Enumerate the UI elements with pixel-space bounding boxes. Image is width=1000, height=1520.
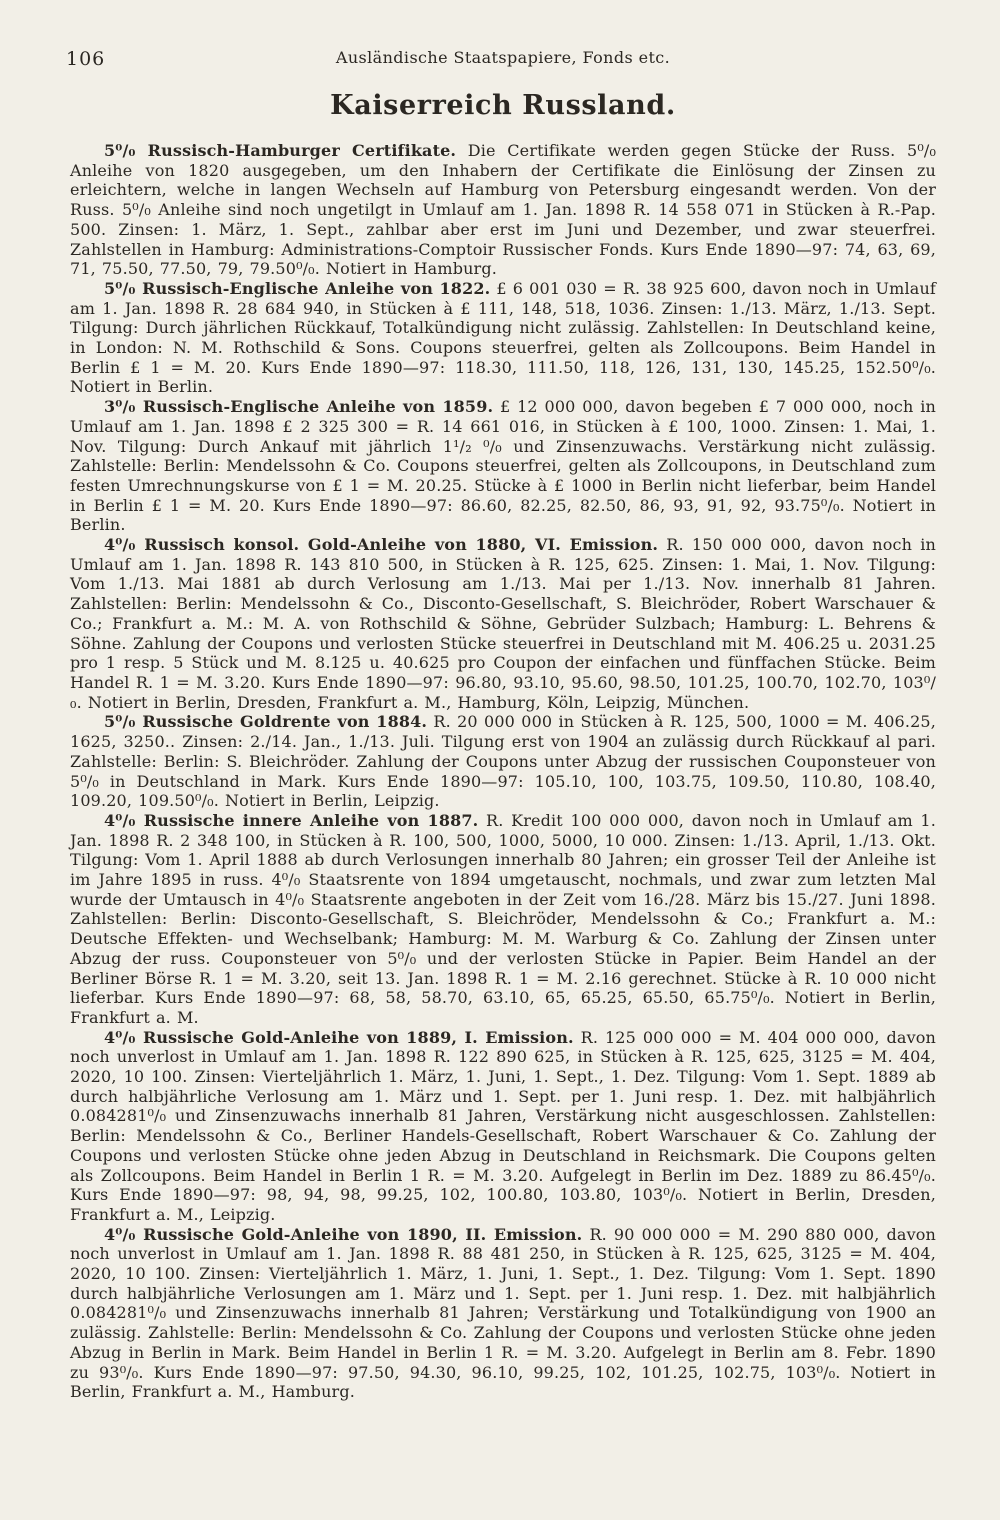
bond-details: Die Certifikate werden gegen Stücke der Russ. 5⁰/₀ Anleihe von 1820 ausgegeben, um den Inhabern der Certifikate die Einlösung der Zinsen zu erleichtern, welche in langen Wechseln auf Hamburg von Petersburg eingesandt werden. Von der Russ. 5⁰/₀ Anleihe sind noch ungetilgt in Umlauf am 1. Jan. 1898 R. 14 558 071 in Stücken à R.-Pap. 500. Zinsen: 1. März, 1. Sept., zahlbar aber erst im Juni und Dezember, und zwar steuerfrei. Zahlstellen in Hamburg: Administrations-Comptoir Russischer Fonds. Kurs Ende 1890—97: 74, 63, 69, 71, 75.50, 77.50, 79, 79.50⁰/₀. Notiert in Hamburg. [70,141,937,279]
bond-details: R. Kredit 100 000 000, davon noch in Umlauf am 1. Jan. 1898 R. 2 348 100, in Stücken à R. 100, 500, 1000, 5000, 10 000. Zinsen: 1./13. April, 1./13. Okt. Tilgung: Vom 1. April 1888 ab durch Verlosungen innerhalb 80 Jahren; ein grosser Teil der Anleihe ist im Jahre 1895 in russ. 4⁰/₀ Staatsrente von 1894 umgetauscht, nochmals, und zwar zum letzten Mal wurde der Umtausch in 4⁰/₀ Staatsrente angeboten in der Zeit vom 16./28. März bis 15./27. Juni 1898. Zahlstellen: Berlin: Disconto-Gesellschaft, S. Bleichröder, Mendelssohn & Co.; Frankfurt a. M.: Deutsche Effekten- und Wechselbank; Hamburg: M. M. Warburg & Co. Zahlung der Zinsen unter Abzug der russ. Couponsteuer von 5⁰/₀ und der verlosten Stücke in Papier. Beim Handel an der Berliner Börse R. 1 = M. 3.20, seit 13. Jan. 1898 R. 1 = M. 2.16 gerechnet. Stücke à R. 10 000 nicht lieferbar. Kurs Ende 1890—97: 68, 58, 58.70, 63.10, 65, 65.25, 65.50, 65.75⁰/₀. Notiert in Berlin, Frankfurt a. M. [70,810,936,1027]
bond-name: 3⁰/₀ Russisch-Englische Anleihe von 1859. [104,397,494,417]
bond-entry [70,535,936,712]
bond-name: 4⁰/₀ Russische Gold-Anleihe von 1889, I. Emission. [104,1027,574,1047]
bond-details: R. 20 000 000 in Stücken à R. 125, 500, 1000 = M. 406.25, 1625, 3250.. Zinsen: 2./14. Jan., 1./13. Juli. Tilgung erst von 1904 an zulässig durch Rückkauf al pari. Zahlstelle: Berlin: S. Bleichröder. Zahlung der Coupons unter Abzug der russischen Couponsteuer von 5⁰/₀ in Deutschland in Mark. Kurs Ende 1890—97: 105.10, 100, 103.75, 109.50, 110.80, 108.40, 109.20, 109.50⁰/₀. Notiert in Berlin, Leipzig. [70,712,937,811]
bond-name: 4⁰/₀ Russische innere Anleihe von 1887. [104,810,479,830]
bond-entry [70,811,936,1028]
running-header: Ausländische Staatspapiere, Fonds etc. [335,48,671,67]
bond-details: R. 125 000 000 = M. 404 000 000, davon noch unverlost in Umlauf am 1. Jan. 1898 R. 122 890 625, in Stücken à R. 125, 625, 3125 = M. 404, 2020, 10 100. Zinsen: Vierteljährlich 1. März, 1. Juni, 1. Sept., 1. Dez. Tilgung: Vom 1. Sept. 1889 ab durch halbjährliche Verlosung am 1. März und 1. Sept. per 1. Juni resp. 1. Dez. mit halbjährlich 0.084281⁰/₀ und Zinsenzuwachs innerhalb 81 Jahren, Verstärkung nicht ausgeschlossen. Zahlstellen: Berlin: Mendelssohn & Co., Berliner Handels-Gesellschaft, Robert Warschauer & Co. Zahlung der Coupons und verlosten Stücke ohne jeden Abzug in Deutschland in Reichsmark. Die Coupons gelten als Zollcoupons. Beim Handel in Berlin 1 R. = M. 3.20. Aufgelegt in Berlin im Dez. 1889 zu 86.45⁰/₀. Kurs Ende 1890—97: 98, 94, 98, 99.25, 102, 100.80, 103.80, 103⁰/₀. Notiert in Berlin, Dresden, Frankfurt a. M., Leipzig. [70,1027,937,1224]
bond-name: 4⁰/₀ Russisch konsol. Gold-Anleihe von 1880, VI. Emission. [104,535,659,555]
bond-details: £ 12 000 000, davon begeben £ 7 000 000, noch in Umlauf am 1. Jan. 1898 £ 2 325 300 = R. 14 661 016, in Stücken à £ 100, 1000. Zinsen: 1. Mai, 1. Nov. Tilgung: Durch Ankauf mit jährlich 1¹/₂ ⁰/₀ und Zinsenzuwachs. Verstärkung nicht zulässig. Zahlstelle: Berlin: Mendelssohn & Co. Coupons steuerfrei, gelten als Zollcoupons, in Deutschland zum festen Umrechnungskurse von £ 1 = M. 20.25. Stücke à £ 1000 in Berlin nicht lieferbar, beim Handel in Berlin £ 1 = M. 20. Kurs Ende 1890—97: 86.60, 82.25, 82.50, 86, 93, 91, 92, 93.75⁰/₀. Notiert in Berlin. [70,397,936,535]
bond-entry [70,1225,936,1402]
page-header [66,48,936,72]
page-body [70,141,936,1402]
bond-name: 5⁰/₀ Russisch-Hamburger Certifikate. [104,141,457,160]
bond-details: R. 150 000 000, davon noch in Umlauf am 1. Jan. 1898 R. 143 810 500, in Stücken à R. 125, 625. Zinsen: 1. Mai, 1. Nov. Tilgung: Vom 1./13. Mai 1881 ab durch Verlosung am 1./13. Mai per 1./13. Nov. innerhalb 81 Jahren. Zahlstellen: Berlin: Mendelssohn & Co., Disconto-Gesellschaft, S. Bleichröder, Robert Warschauer & Co.; Frankfurt a. M.: M. A. von Rothschild & Söhne, Gebrüder Sulzbach; Hamburg: L. Behrens & Söhne. Zahlung der Coupons und verlosten Stücke steuerfrei in Deutschland mit M. 406.25 u. 2031.25 pro 1 resp. 5 Stück und M. 8.125 u. 40.625 pro Coupon der einfachen und fünffachen Stücke. Beim Handel R. 1 = M. 3.20. Kurs Ende 1890—97: 96.80, 93.10, 95.60, 98.50, 101.25, 100.70, 102.70, 103⁰/₀. Notiert in Berlin, Dresden, Frankfurt a. M., Hamburg, Köln, Leipzig, München. [70,535,936,712]
bond-details: £ 6 001 030 = R. 38 925 600, davon noch in Umlauf am 1. Jan. 1898 R. 28 684 940, in Stücken à £ 111, 148, 518, 1036. Zinsen: 1./13. März, 1./13. Sept. Tilgung: Durch jährlichen Rückkauf, Totalkündigung nicht zulässig. Zahlstellen: In Deutschland keine, in London: N. M. Rothschild & Sons. Coupons steuerfrei, gelten als Zollcoupons. Beim Handel in Berlin £ 1 = M. 20. Kurs Ende 1890—97: 118.30, 111.50, 118, 126, 131, 130, 145.25, 152.50⁰/₀. Notiert in Berlin. [70,278,936,397]
bond-entry [70,279,936,397]
bond-name: 5⁰/₀ Russische Goldrente von 1884. [104,712,428,732]
page-number: 106 [66,48,106,70]
bond-entry [70,141,936,279]
bond-details: R. 90 000 000 = M. 290 880 000, davon noch unverlost in Umlauf am 1. Jan. 1898 R. 88 481 250, in Stücken à R. 125, 625, 3125 = M. 404, 2020, 10 100. Zinsen: Vierteljährlich 1. März, 1. Juni, 1. Sept., 1. Dez. Tilgung: Vom 1. Sept. 1890 durch halbjährliche Verlosungen am 1. März und 1. Sept. per 1. Juni resp. 1. Dez. mit halbjährlich 0.084281⁰/₀ und Zinsenzuwachs innerhalb 81 Jahren; Verstärkung und Totalkündigung von 1900 an zulässig. Zahlstelle: Berlin: Mendelssohn & Co. Zahlung der Coupons und verlosten Stücke ohne jeden Abzug in Berlin in Mark. Beim Handel in Berlin 1 R. = M. 3.20. Aufgelegt in Berlin am 8. Febr. 1890 zu 93⁰/₀. Kurs Ende 1890—97: 97.50, 94.30, 96.10, 99.25, 102, 101.25, 102.75, 103⁰/₀. Notiert in Berlin, Frankfurt a. M., Hamburg. [70,1224,936,1402]
chapter-title: Kaiserreich Russland. [330,90,676,121]
bond-entry [70,712,936,811]
bond-entry [70,397,936,535]
bond-entry [70,1028,936,1225]
bond-name: 5⁰/₀ Russisch-Englische Anleihe von 1822. [104,278,491,298]
bond-name: 4⁰/₀ Russische Gold-Anleihe von 1890, II. Emission. [104,1224,583,1244]
